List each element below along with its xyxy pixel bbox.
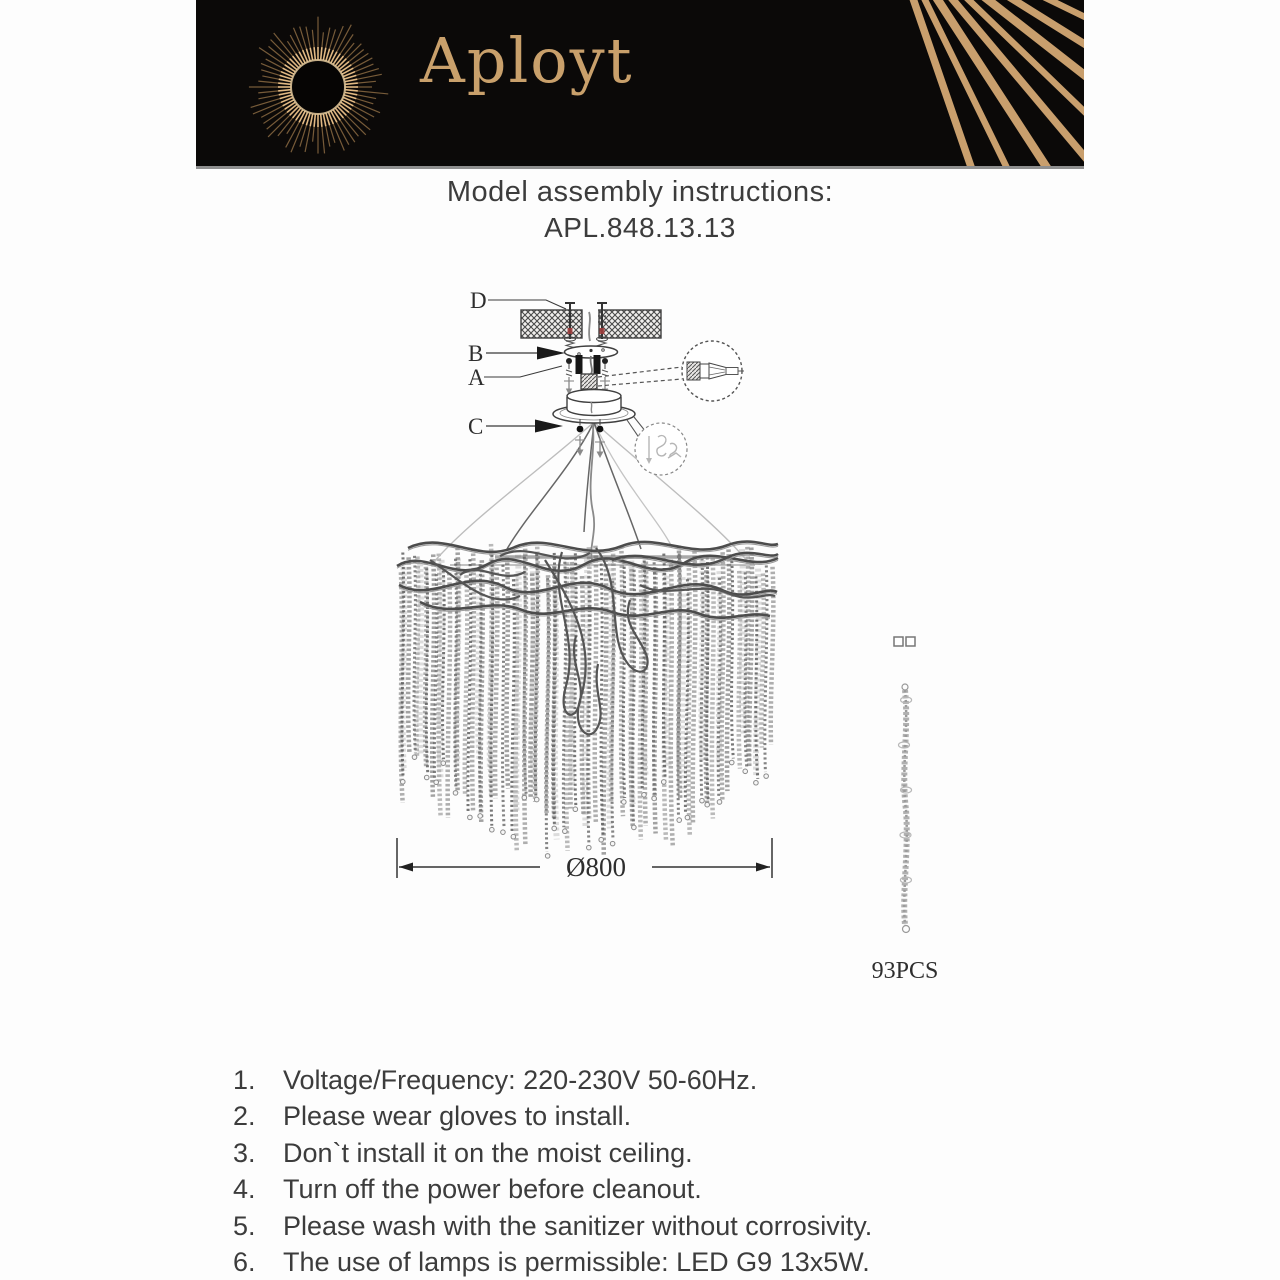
- list-item: [233, 1062, 1233, 1098]
- ceiling-bar: [521, 310, 661, 341]
- item-text: Don`t install it on the moist ceiling.: [283, 1137, 693, 1168]
- list-item: [233, 1244, 1233, 1280]
- part-label-d: D: [470, 288, 487, 313]
- bead-strand-sample: [898, 684, 911, 933]
- connector-detail-circle: [682, 341, 744, 401]
- item-text: The use of lamps is permissible: LED G9 13x5W.: [283, 1247, 870, 1278]
- item-number: 6.: [233, 1247, 256, 1278]
- page-title: Model assembly instructions:: [446, 176, 834, 208]
- fastener-squares: [894, 637, 915, 646]
- instructions-list: [233, 1062, 1233, 1280]
- pieces-count-label: 93PCS: [871, 958, 939, 984]
- item-text: Please wear gloves to install.: [283, 1101, 632, 1132]
- canopy: [553, 390, 635, 424]
- list-item: [233, 1135, 1233, 1171]
- brand-name: Aployt: [420, 24, 634, 97]
- item-text: Turn off the power before cleanout.: [283, 1174, 702, 1205]
- mounting-plate: [565, 346, 618, 374]
- part-label-a: A: [468, 365, 485, 390]
- part-label-c: C: [468, 414, 484, 439]
- item-number: 2.: [233, 1101, 256, 1132]
- item-number: 3.: [233, 1137, 256, 1168]
- list-item: [233, 1208, 1233, 1244]
- dimension-label: Ø800: [566, 852, 626, 882]
- item-number: 5.: [233, 1210, 256, 1241]
- model-number: APL.848.13.13: [544, 212, 736, 243]
- list-item: [233, 1171, 1233, 1207]
- item-text: Please wash with the sanitizer without corrosivity.: [283, 1210, 873, 1241]
- item-number: 1.: [233, 1065, 256, 1095]
- mount-screws-d: [565, 303, 608, 349]
- suspension-cables: [433, 418, 749, 563]
- part-label-b: B: [468, 341, 484, 366]
- item-number: 4.: [233, 1174, 256, 1205]
- hook-detail-circle: [627, 417, 687, 475]
- list-item: [233, 1098, 1233, 1134]
- item-text: Voltage/Frequency: 220-230V 50-60Hz.: [283, 1065, 758, 1095]
